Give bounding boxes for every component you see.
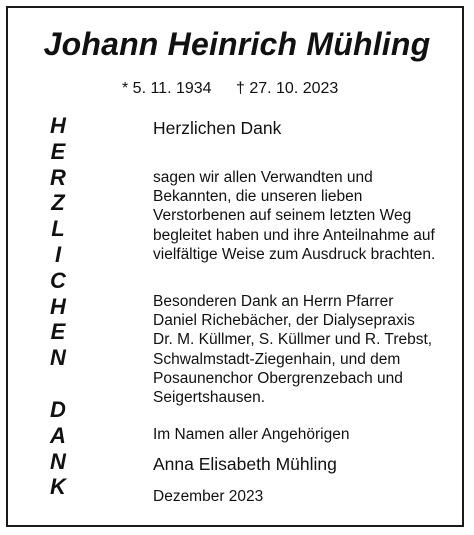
vertical-letter: I <box>54 241 62 267</box>
text-line: Schwalmstadt-Ziegenhain, und dem <box>153 350 401 368</box>
text-line: Dr. M. Küllmer, S. Küllmer und R. Trebst, <box>153 331 433 349</box>
special-thanks-paragraph <box>153 292 432 407</box>
vertical-letter: H <box>50 293 66 319</box>
vertical-letter: D <box>50 396 66 422</box>
text-line: Posaunenchor Obergrenzebach und <box>153 369 403 387</box>
death-date: † 27. 10. 2023 <box>236 80 339 97</box>
vertical-letter: H <box>50 113 66 138</box>
birth-date: * 5. 11. 1934 <box>122 80 212 97</box>
greeting-heading: Herzlichen Dank <box>153 118 282 138</box>
text-line: vielfältige Weise zum Ausdruck brachten. <box>153 245 436 263</box>
text-line: Besonderen Dank an Herrn Pfarrer <box>153 293 394 310</box>
obituary-notice <box>6 6 464 527</box>
vertical-letter: N <box>50 448 66 474</box>
vertical-letter: L <box>51 216 65 242</box>
vertical-letter: C <box>50 267 66 293</box>
vertical-herzlichen-dank <box>42 113 74 500</box>
text-line: begleitet haben und ihre Anteilnahme auf <box>153 226 435 244</box>
vertical-letter: N <box>50 345 66 371</box>
vertical-letter: A <box>50 422 66 448</box>
thanks-paragraph <box>153 168 435 264</box>
deceased-name: Johann Heinrich Mühling <box>43 26 431 62</box>
signer-name: Anna Elisabeth Mühling <box>153 454 337 474</box>
text-line: sagen wir allen Verwandten und <box>153 169 373 186</box>
text-line: Verstorbenen auf seinem letzten Weg <box>153 207 412 225</box>
vertical-letter: E <box>50 138 66 164</box>
vertical-letter: R <box>50 164 66 190</box>
closing-line: Im Namen aller Angehörigen <box>153 426 350 443</box>
vertical-letter: E <box>50 319 66 345</box>
vertical-letter: K <box>50 474 66 500</box>
text-line: Daniel Richebächer, der Dialysepraxis <box>153 312 415 330</box>
vertical-letter: Z <box>51 190 65 216</box>
text-line: Bekannten, die unseren lieben <box>153 188 363 206</box>
text-line: Seigertshausen. <box>153 389 266 407</box>
notice-date: Dezember 2023 <box>153 488 264 505</box>
